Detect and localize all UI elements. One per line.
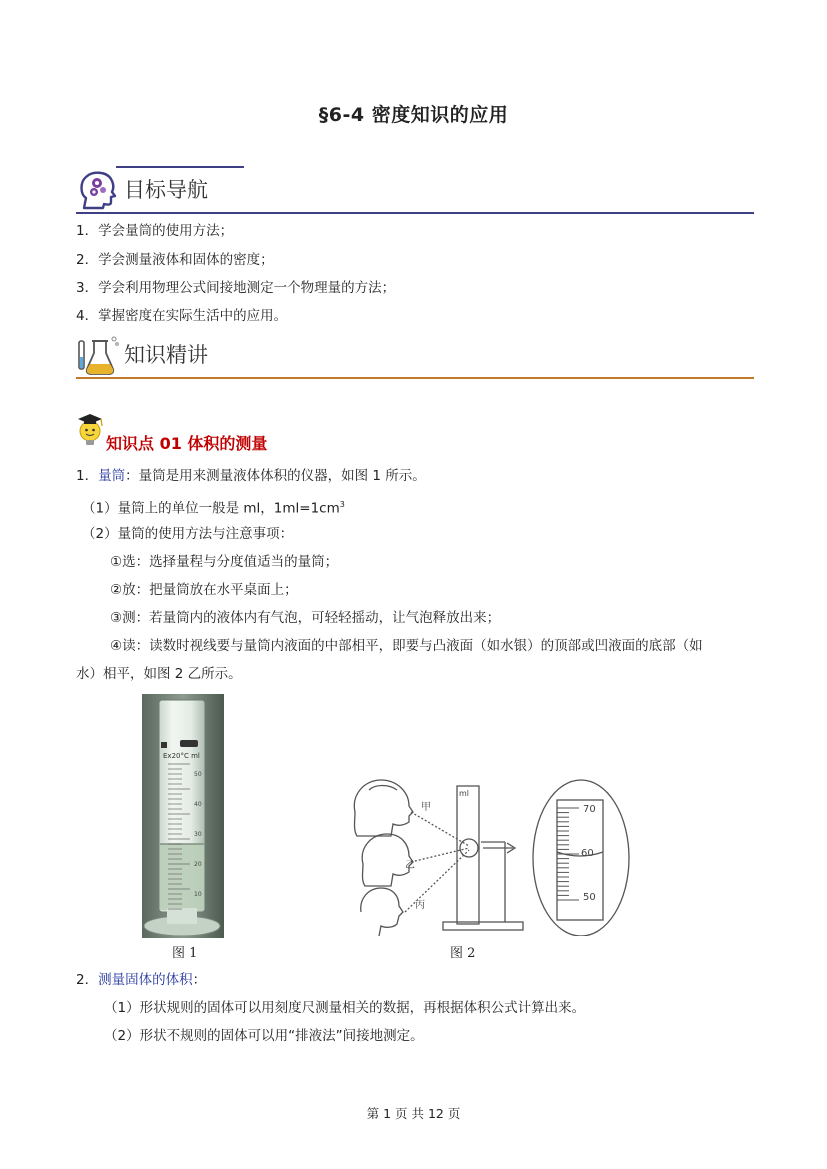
paragraph-solid-volume: [76, 970, 206, 990]
section-top-rule: [116, 166, 244, 168]
section-heading-goals: 目标导航: [124, 178, 208, 202]
figure-2-caption: 图 2: [450, 946, 476, 961]
section-header-knowledge: [76, 331, 754, 379]
goal-item: 1．学会量筒的使用方法；: [76, 223, 234, 239]
paragraph-text: ：量筒是用来测量液体体积的仪器，如图 1 所示。: [125, 468, 426, 484]
solid-regular: （1）形状规则的固体可以用刻度尺测量相关的数据，再根据体积公式计算出来。: [104, 1000, 586, 1016]
scale-label: 20: [194, 861, 202, 868]
page-title: §6-4 密度知识的应用: [318, 104, 509, 126]
label-bing: 丙: [415, 900, 425, 911]
label-yi: 乙: [405, 860, 415, 871]
scale-label: 10: [194, 891, 202, 898]
label-jia: 甲: [421, 802, 431, 813]
goal-item: 4．掌握密度在实际生活中的应用。: [76, 308, 288, 324]
page-footer: 第 1 页 共 12 页: [366, 1106, 461, 1121]
unit-superscript: 3: [339, 500, 345, 509]
usage-step-measure: ③测：若量筒内的液体内有气泡，可轻轻摇动，让气泡释放出来；: [110, 610, 501, 626]
label-50: 50: [583, 892, 596, 903]
term-graduated-cylinder: 量筒: [98, 468, 126, 484]
usage-step-select: ①选：选择量程与分度值适当的量筒；: [110, 554, 339, 570]
usage-step-read-cont: 水）相平，如图 2 乙所示。: [76, 666, 242, 682]
goal-item: 2．学会测量液体和固体的密度；: [76, 252, 274, 268]
graduate-lightbulb-icon: [74, 411, 106, 447]
lab-flask-icon: [76, 333, 120, 377]
knowledge-point-heading: 知识点 01 体积的测量: [106, 434, 268, 453]
unit-note-text: （1）量筒上的单位一般是 ml，1ml=1cm: [82, 500, 340, 517]
paragraph-number: 2．: [76, 972, 99, 988]
label-70: 70: [583, 804, 596, 815]
section-header-goals: [76, 166, 754, 214]
scale-label: 30: [194, 831, 202, 838]
term-solid-volume: 测量固体的体积: [98, 972, 193, 988]
section-rule: [76, 212, 754, 214]
head-gears-icon: [76, 168, 120, 212]
goal-item: 3．学会利用物理公式间接地测定一个物理量的方法；: [76, 280, 396, 296]
unit-note: [82, 495, 345, 519]
solid-irregular: （2）形状不规则的固体可以用“排液法”间接地测定。: [104, 1028, 424, 1044]
paragraph-colon: ：: [192, 972, 207, 988]
section-heading-knowledge: 知识精讲: [124, 343, 208, 367]
paragraph-number: 1．: [76, 468, 99, 484]
paragraph-graduated-cylinder: [76, 466, 426, 486]
label-60: 60: [581, 848, 594, 859]
zoom-ticks: [557, 808, 579, 900]
figure-1-cylinder-photo: [142, 694, 224, 938]
label-ml: ml: [459, 789, 470, 798]
figure-2-reading-diagram: [345, 772, 633, 936]
figure-1-caption: 图 1: [172, 946, 198, 961]
scale-label: 50: [194, 771, 202, 778]
cylinder-label: Ex20°C ml: [163, 752, 200, 760]
section-rule: [76, 377, 754, 379]
usage-step-place: ②放：把量筒放在水平桌面上；: [110, 582, 298, 598]
usage-heading: （2）量筒的使用方法与注意事项：: [82, 526, 294, 542]
usage-step-read: ④读：读数时视线要与量筒内液面的中部相平，即要与凸液面（如水银）的顶部或凹液面的底部（如: [110, 638, 703, 654]
scale-label: 40: [194, 801, 202, 808]
